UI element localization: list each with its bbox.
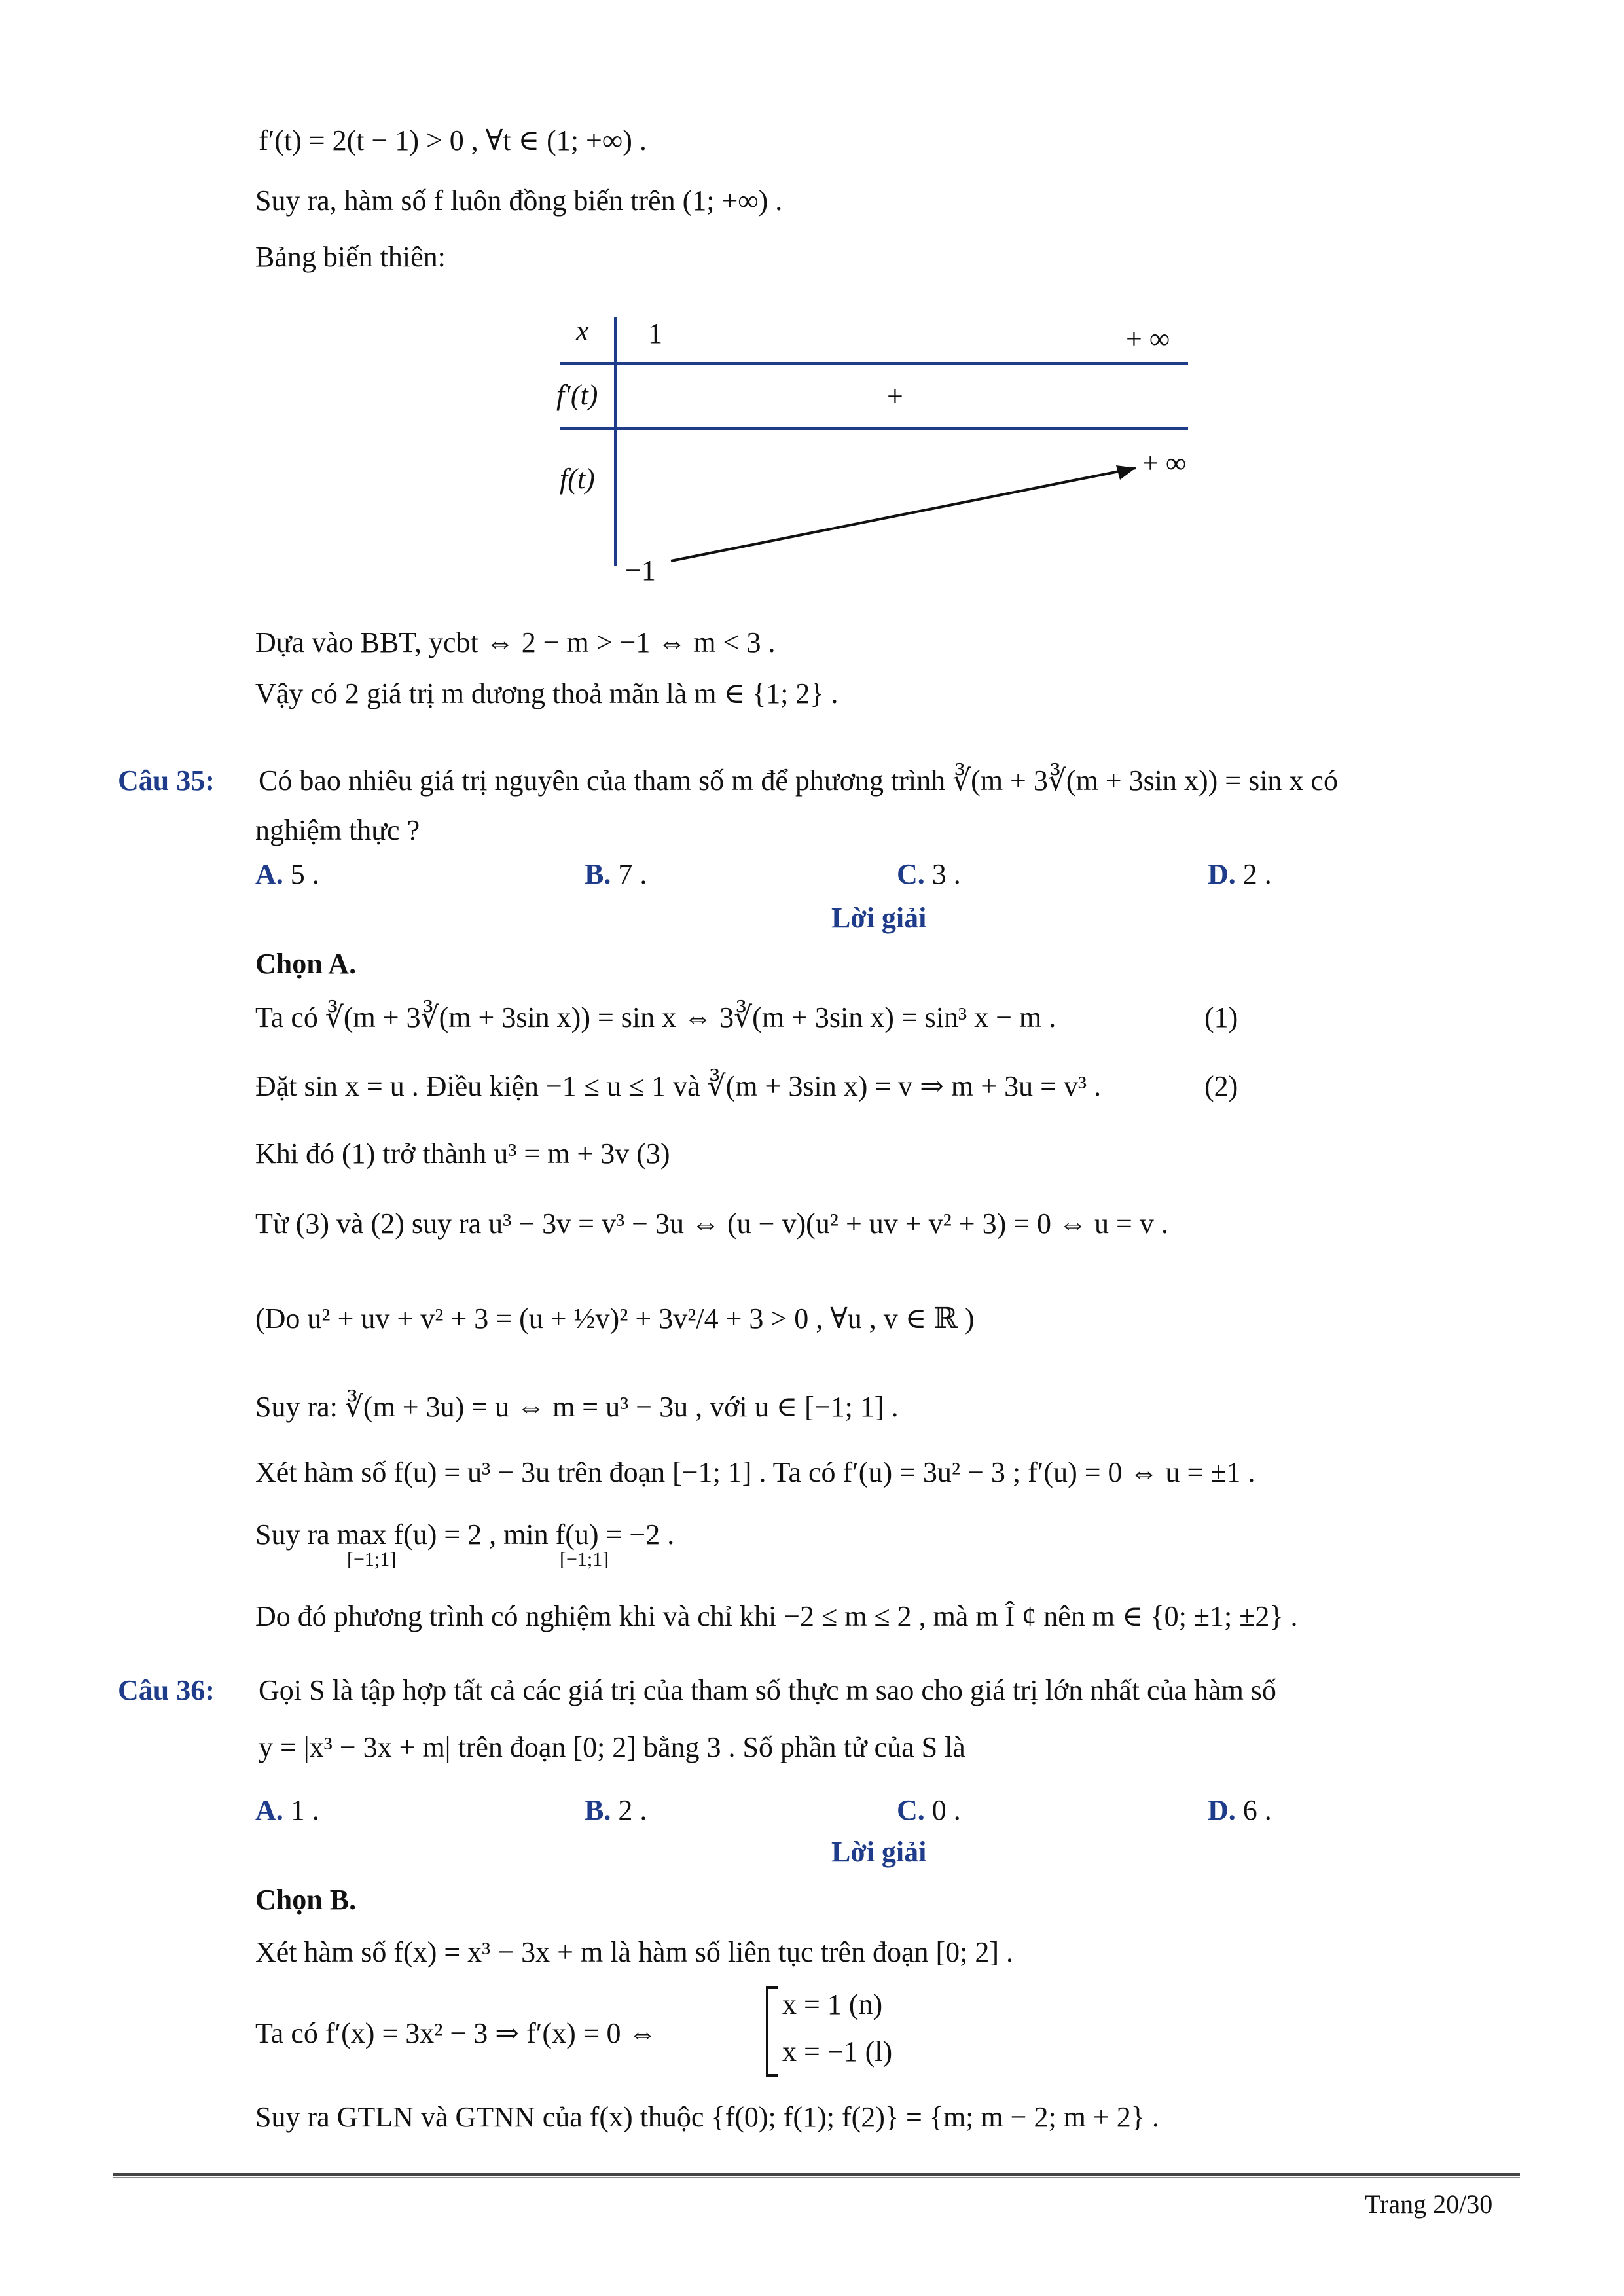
option-letter: B. [585,858,611,890]
q35-step-3: Khi đó (1) trở thành u³ = m + 3v (3) [255,1138,670,1170]
bbt-fprime-label: f′(t) [556,379,598,411]
option-value: 3 . [931,858,961,890]
eq-tag-1: (1) [1204,1001,1238,1033]
bbt-x-start: 1 [648,317,662,350]
case-root-2: x = −1 (l) [782,2036,893,2068]
q35-step-2: Đặt sin x = u . Điều kiện −1 ≤ u ≤ 1 và ∛(m + 3sin x) = v ⇒ m + 3u = v³ . [255,1070,1102,1102]
bbt-conclusion: Dựa vào BBT, ycbt ⇔ 2 − m > −1 ⇔ m < 3 . [255,626,776,658]
case-bracket [766,1986,778,2077]
q36-text: Gọi S là tập hợp tất cả các giá trị của tham số thực m sao cho giá trị lớn nhất của hàm số [259,1674,1276,1706]
q35-step-7: Xét hàm số f(u) = u³ − 3u trên đoạn [−1; 1] . Ta có f′(u) = 3u² − 3 ; f′(u) = 0 ⇔ u = ±1 . [255,1456,1255,1488]
q36-option-b[interactable] [585,1793,647,1827]
q36-text-cont: y = |x³ − 3x + m| trên đoạn [0; 2] bằng 3 . Số phần tử của S là [259,1731,965,1763]
q35-step-5: (Do u² + uv + v² + 3 = (u + ½v)² + 3v²/4 + 3 > 0 , ∀u , v ∈ ℝ ) [255,1302,975,1335]
monotonic-line: Suy ra, hàm số f luôn đồng biến trên (1; +∞) . [255,185,783,217]
q36-step-2: Ta có f′(x) = 3x² − 3 ⇒ f′(x) = 0 ⇔ [255,2017,657,2049]
q35-option-d[interactable] [1208,857,1272,891]
case-root-1: x = 1 (n) [782,1988,883,2020]
q35-option-a[interactable] [255,857,319,891]
option-letter: C. [897,1794,925,1826]
option-value: 1 . [290,1794,319,1826]
q35-choice: Chọn A. [255,948,357,980]
bbt-fprime-sign: + [887,380,903,412]
bbt-title: Bảng biến thiên: [255,241,446,273]
q35-step-6: Suy ra: ∛(m + 3u) = u ⇔ m = u³ − 3u , với u ∈ [−1; 1] . [255,1391,899,1423]
q35-step-8: Suy ra max f(u) = 2 , min f(u) = −2 . [255,1518,675,1551]
q35-solution-title: Lời giải [831,902,927,934]
option-value: 2 . [1242,858,1272,890]
bbt-x-end: + ∞ [1126,323,1170,355]
footer-rule [113,2173,1520,2178]
bbt-f-label: f(t) [560,463,595,495]
q36-step-3: Suy ra GTLN và GTNN của f(x) thuộc {f(0); f(1); f(2)} = {m; m − 2; m + 2} . [255,2101,1159,2133]
q36-solution-title: Lời giải [831,1836,927,1868]
q36-label: Câu 36: [118,1674,215,1706]
option-value: 0 . [931,1794,961,1826]
q36-option-a[interactable] [255,1793,319,1827]
variation-table-lines [560,311,1201,599]
option-value: 7 . [618,858,647,890]
answer-count-line: Vậy có 2 giá trị m dương thoả mãn là m ∈ {1; 2} . [255,677,839,709]
q35-step-9: Do đó phương trình có nghiệm khi và chỉ khi −2 ≤ m ≤ 2 , mà m Î ¢ nên m ∈ {0; ±1; ±2} . [255,1600,1298,1632]
q36-option-c[interactable] [897,1793,961,1827]
q35-step-4: Từ (3) và (2) suy ra u³ − 3v = v³ − 3u ⇔ (u − v)(u² + uv + v² + 3) = 0 ⇔ u = v . [255,1208,1168,1240]
option-letter: D. [1208,1794,1236,1826]
q35-text: Có bao nhiêu giá trị nguyên của tham số m để phương trình ∛(m + 3∛(m + 3sin x)) = sin x có [259,764,1338,797]
option-letter: D. [1208,858,1236,890]
option-letter: A. [255,1794,283,1826]
variation-table [556,311,1201,606]
option-value: 6 . [1242,1794,1272,1826]
bbt-x-label: x [576,315,589,347]
q35-step-1: Ta có ∛(m + 3∛(m + 3sin x)) = sin x ⇔ 3∛(m + 3sin x) = sin³ x − m . [255,1001,1056,1033]
q36-option-d[interactable] [1208,1793,1272,1827]
option-value: 2 . [618,1794,647,1826]
max-domain-subscript: [−1;1] [347,1549,397,1570]
q35-option-c[interactable] [897,857,961,891]
q35-option-b[interactable] [585,857,647,891]
q35-label: Câu 35: [118,764,215,797]
option-letter: C. [897,858,925,890]
derivative-line: f′(t) = 2(t − 1) > 0 , ∀t ∈ (1; +∞) . [259,124,647,156]
min-domain-subscript: [−1;1] [560,1549,609,1570]
q35-text-cont: nghiệm thực ? [255,814,420,846]
eq-tag-2: (2) [1204,1070,1238,1102]
bbt-f-start: −1 [625,554,656,586]
q36-choice: Chọn B. [255,1884,357,1916]
option-letter: A. [255,858,283,890]
option-letter: B. [585,1794,611,1826]
q36-step-1: Xét hàm số f(x) = x³ − 3x + m là hàm số liên tục trên đoạn [0; 2] . [255,1936,1014,1968]
bbt-f-end: + ∞ [1142,447,1187,479]
page-number: Trang 20/30 [1365,2189,1493,2219]
option-value: 5 . [290,858,319,890]
